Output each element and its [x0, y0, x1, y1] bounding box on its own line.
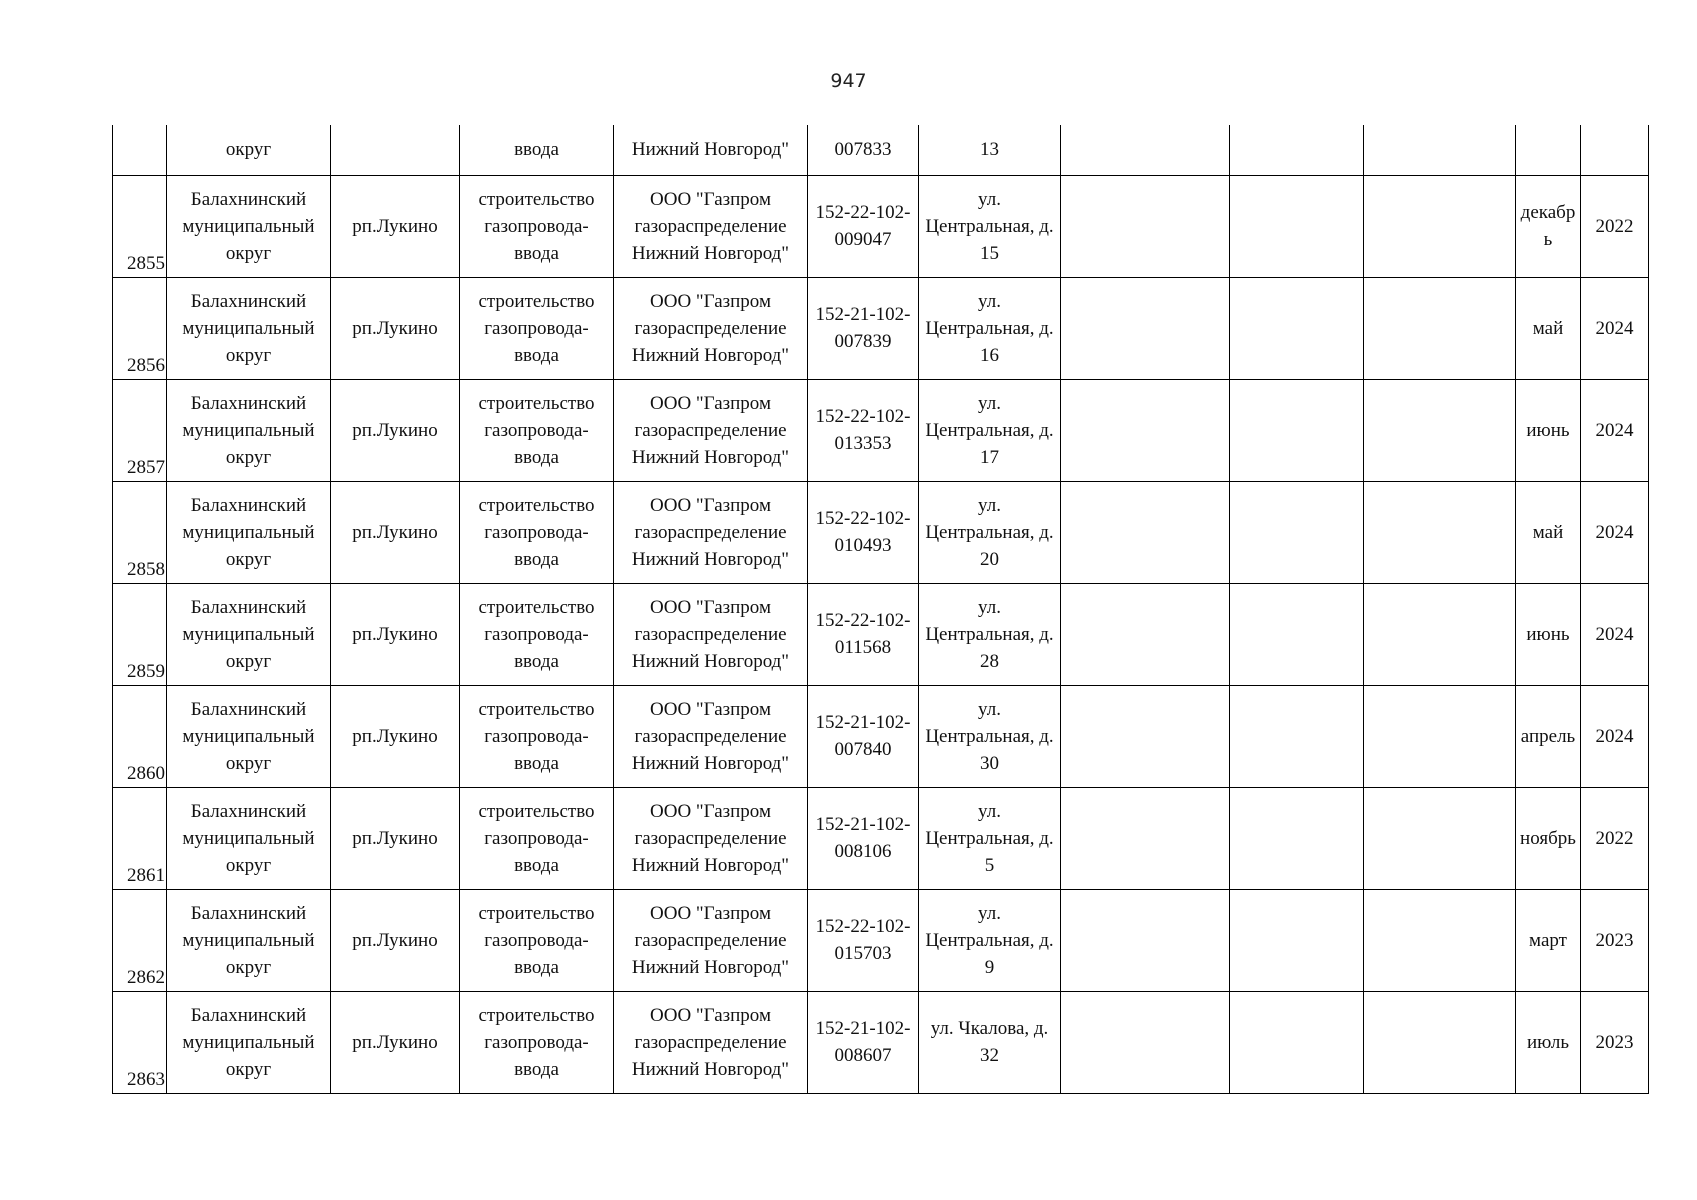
work-cell	[460, 481, 614, 583]
address-line: Центральная, д.	[925, 521, 1054, 543]
month-cell	[1516, 277, 1581, 379]
district-cell	[167, 175, 331, 277]
organization-cell	[614, 379, 808, 481]
district-cell	[167, 685, 331, 787]
locality-cell	[331, 125, 460, 175]
organization-line: ООО "Газпром	[650, 392, 771, 414]
address-line: ул.	[978, 800, 1001, 822]
address-line: ул.	[978, 494, 1001, 516]
work-line: строительство	[478, 800, 595, 822]
locality-cell: рп.Лукино	[331, 379, 460, 481]
table-row	[113, 991, 1649, 1093]
empty-cell	[1230, 787, 1364, 889]
address-line: Центральная, д.	[925, 215, 1054, 237]
organization-line: ООО "Газпром	[650, 596, 771, 618]
row-number-cell: 2855	[113, 175, 167, 277]
month-cell	[1516, 583, 1581, 685]
work-line: газопровода-	[484, 827, 589, 849]
month-cell	[1516, 379, 1581, 481]
month-line: март	[1529, 929, 1567, 951]
month-cell	[1516, 175, 1581, 277]
district-line: округ	[225, 1058, 272, 1080]
locality-cell: рп.Лукино	[331, 991, 460, 1093]
work-line: газопровода-	[484, 419, 589, 441]
address-line: Центральная, д.	[925, 623, 1054, 645]
organization-line: газораспределение	[634, 317, 787, 339]
empty-cell	[1364, 481, 1516, 583]
district-line: муниципальный	[182, 215, 315, 237]
table-row	[113, 787, 1649, 889]
month-line: ь	[1543, 229, 1553, 250]
row-number-cell: 2862	[113, 889, 167, 991]
organization-line: Нижний Новгород"	[631, 854, 790, 876]
work-cell	[460, 379, 614, 481]
organization-line: Нижний Новгород"	[631, 956, 790, 978]
code-line: 152-22-102-	[815, 916, 911, 937]
month-line: июль	[1526, 1031, 1570, 1053]
organization-line: Нижний Новгород"	[631, 650, 790, 672]
code-line: 007840	[834, 739, 892, 760]
address-cell	[919, 685, 1061, 787]
address-line: ул.	[978, 698, 1001, 720]
code-line: 152-21-102-	[815, 712, 911, 733]
work-line: ввода	[514, 344, 559, 366]
address-line: 17	[980, 446, 999, 468]
table-row	[113, 889, 1649, 991]
district-line: муниципальный	[182, 419, 315, 441]
table-row	[113, 481, 1649, 583]
empty-cell	[1061, 277, 1230, 379]
empty-cell	[1230, 175, 1364, 277]
code-line: 009047	[834, 229, 892, 250]
district-line: округ	[225, 242, 272, 264]
work-line: строительство	[478, 290, 595, 312]
code-line: 010493	[834, 535, 892, 556]
organization-line: ООО "Газпром	[650, 1004, 771, 1026]
district-line: Балахнинский	[190, 1004, 307, 1026]
organization-line: газораспределение	[634, 827, 787, 849]
address-line: ул.	[978, 290, 1001, 312]
code-line: 152-21-102-	[815, 1018, 911, 1039]
address-cell	[919, 175, 1061, 277]
address-line: 28	[980, 650, 999, 672]
code-cell	[808, 583, 919, 685]
month-line: апрель	[1520, 725, 1576, 747]
organization-cell	[614, 991, 808, 1093]
work-line: газопровода-	[484, 623, 589, 645]
district-cell	[167, 379, 331, 481]
code-cell	[808, 481, 919, 583]
organization-cell	[614, 481, 808, 583]
address-cell	[919, 481, 1061, 583]
row-number-cell: 2858	[113, 481, 167, 583]
locality-cell: рп.Лукино	[331, 277, 460, 379]
work-line: ввода	[514, 242, 559, 264]
organization-cell	[614, 685, 808, 787]
work-line: газопровода-	[484, 317, 589, 339]
district-cell	[167, 277, 331, 379]
district-cell: округ	[167, 125, 331, 175]
district-line: округ	[225, 548, 272, 570]
empty-cell	[1230, 685, 1364, 787]
empty-cell	[1364, 583, 1516, 685]
work-line: газопровода-	[484, 1031, 589, 1053]
code-line: 152-22-102-	[815, 610, 911, 631]
work-line: строительство	[478, 494, 595, 516]
code-cell: 007833	[808, 125, 919, 175]
organization-line: газораспределение	[634, 929, 787, 951]
code-cell	[808, 889, 919, 991]
address-line: 5	[984, 854, 995, 876]
month-line: июнь	[1526, 623, 1570, 645]
organization-cell: Нижний Новгород"	[614, 125, 808, 175]
code-line: 008106	[834, 841, 892, 862]
row-number-cell	[113, 125, 167, 175]
locality-cell: рп.Лукино	[331, 583, 460, 685]
district-line: округ	[225, 854, 272, 876]
code-line: 008607	[834, 1045, 892, 1066]
empty-cell	[1230, 277, 1364, 379]
address-cell: 13	[919, 125, 1061, 175]
organization-line: Нижний Новгород"	[631, 242, 790, 264]
district-line: округ	[225, 446, 272, 468]
empty-cell	[1364, 125, 1516, 175]
month-cell	[1516, 787, 1581, 889]
empty-cell	[1230, 889, 1364, 991]
address-line: ул.	[978, 392, 1001, 414]
organization-line: ООО "Газпром	[650, 800, 771, 822]
month-cell	[1516, 991, 1581, 1093]
organization-cell	[614, 277, 808, 379]
address-cell	[919, 889, 1061, 991]
month-line: ноябрь	[1520, 827, 1576, 849]
empty-cell	[1364, 685, 1516, 787]
work-line: газопровода-	[484, 929, 589, 951]
organization-line: Нижний Новгород"	[631, 344, 790, 366]
organization-line: ООО "Газпром	[650, 494, 771, 516]
district-line: Балахнинский	[190, 392, 307, 414]
organization-line: Нижний Новгород"	[631, 1058, 790, 1080]
locality-cell: рп.Лукино	[331, 481, 460, 583]
locality-cell: рп.Лукино	[331, 175, 460, 277]
empty-cell	[1061, 685, 1230, 787]
table-row	[113, 379, 1649, 481]
year-cell	[1581, 125, 1649, 175]
district-line: муниципальный	[182, 929, 315, 951]
empty-cell	[1061, 175, 1230, 277]
locality-cell: рп.Лукино	[331, 787, 460, 889]
address-line: Центральная, д.	[925, 419, 1054, 441]
district-cell	[167, 583, 331, 685]
work-line: строительство	[478, 1004, 595, 1026]
code-line: 152-22-102-	[815, 202, 911, 223]
district-line: округ	[225, 344, 272, 366]
work-line: строительство	[478, 902, 595, 924]
organization-line: ООО "Газпром	[650, 902, 771, 924]
district-cell	[167, 889, 331, 991]
work-cell	[460, 583, 614, 685]
address-line: ул.	[978, 188, 1001, 210]
code-cell	[808, 787, 919, 889]
organization-line: газораспределение	[634, 419, 787, 441]
organization-cell	[614, 889, 808, 991]
work-cell	[460, 889, 614, 991]
address-cell	[919, 583, 1061, 685]
month-line: май	[1532, 521, 1564, 543]
work-line: газопровода-	[484, 521, 589, 543]
organization-line: ООО "Газпром	[650, 188, 771, 210]
code-line: 015703	[834, 943, 892, 964]
month-cell	[1516, 481, 1581, 583]
address-line: 30	[980, 752, 999, 774]
address-line: 15	[980, 242, 999, 264]
row-number-cell: 2860	[113, 685, 167, 787]
address-line: 32	[980, 1045, 999, 1066]
address-cell	[919, 787, 1061, 889]
address-line: 16	[980, 344, 999, 366]
empty-cell	[1364, 175, 1516, 277]
month-line: декабр	[1520, 202, 1576, 223]
address-line: 9	[984, 956, 995, 978]
empty-cell	[1230, 583, 1364, 685]
address-line: ул. Чкалова, д.	[930, 1018, 1049, 1039]
table-row	[113, 277, 1649, 379]
registry-table	[112, 125, 1649, 1094]
district-line: муниципальный	[182, 623, 315, 645]
work-line: газопровода-	[484, 215, 589, 237]
district-line: Балахнинский	[190, 902, 307, 924]
work-line: ввода	[514, 1058, 559, 1080]
district-line: Балахнинский	[190, 494, 307, 516]
code-cell	[808, 685, 919, 787]
district-line: муниципальный	[182, 725, 315, 747]
empty-cell	[1061, 787, 1230, 889]
table-row	[113, 175, 1649, 277]
work-line: строительство	[478, 188, 595, 210]
work-cell	[460, 277, 614, 379]
organization-line: Нижний Новгород"	[631, 548, 790, 570]
code-cell	[808, 379, 919, 481]
empty-cell	[1364, 277, 1516, 379]
address-line: 20	[980, 548, 999, 570]
row-number-cell: 2859	[113, 583, 167, 685]
district-line: округ	[225, 752, 272, 774]
month-cell	[1516, 125, 1581, 175]
year-cell: 2024	[1581, 583, 1649, 685]
district-line: Балахнинский	[190, 596, 307, 618]
work-line: ввода	[514, 752, 559, 774]
organization-line: газораспределение	[634, 623, 787, 645]
work-cell	[460, 991, 614, 1093]
year-cell: 2022	[1581, 175, 1649, 277]
row-number-cell: 2856	[113, 277, 167, 379]
address-cell	[919, 991, 1061, 1093]
work-cell: ввода	[460, 125, 614, 175]
code-cell	[808, 991, 919, 1093]
organization-line: Нижний Новгород"	[631, 446, 790, 468]
table-body	[113, 125, 1649, 1093]
organization-line: газораспределение	[634, 521, 787, 543]
organization-line: газораспределение	[634, 1031, 787, 1053]
work-line: строительство	[478, 596, 595, 618]
district-cell	[167, 991, 331, 1093]
code-line: 007839	[834, 331, 892, 352]
empty-cell	[1061, 583, 1230, 685]
empty-cell	[1230, 991, 1364, 1093]
work-line: ввода	[514, 446, 559, 468]
organization-cell	[614, 787, 808, 889]
empty-cell	[1230, 379, 1364, 481]
organization-line: газораспределение	[634, 215, 787, 237]
year-cell: 2024	[1581, 379, 1649, 481]
address-line: Центральная, д.	[925, 827, 1054, 849]
year-cell: 2022	[1581, 787, 1649, 889]
empty-cell	[1061, 889, 1230, 991]
code-line: 152-21-102-	[815, 814, 911, 835]
code-line: 013353	[834, 433, 892, 454]
row-number-cell: 2861	[113, 787, 167, 889]
organization-cell	[614, 175, 808, 277]
month-line: июнь	[1526, 419, 1570, 441]
work-line: ввода	[514, 650, 559, 672]
code-line: 011568	[834, 637, 892, 658]
year-cell: 2024	[1581, 481, 1649, 583]
district-cell	[167, 481, 331, 583]
year-cell: 2023	[1581, 991, 1649, 1093]
district-line: Балахнинский	[190, 698, 307, 720]
code-cell	[808, 277, 919, 379]
work-cell	[460, 685, 614, 787]
district-line: муниципальный	[182, 521, 315, 543]
code-cell	[808, 175, 919, 277]
empty-cell	[1230, 481, 1364, 583]
month-line: май	[1532, 317, 1564, 339]
address-line: Центральная, д.	[925, 317, 1054, 339]
address-line: ул.	[978, 596, 1001, 618]
empty-cell	[1364, 787, 1516, 889]
row-number-cell: 2857	[113, 379, 167, 481]
year-cell: 2024	[1581, 277, 1649, 379]
work-cell	[460, 787, 614, 889]
district-line: муниципальный	[182, 827, 315, 849]
district-line: муниципальный	[182, 317, 315, 339]
row-number-cell: 2863	[113, 991, 167, 1093]
organization-cell	[614, 583, 808, 685]
empty-cell	[1364, 991, 1516, 1093]
table-row	[113, 583, 1649, 685]
locality-cell: рп.Лукино	[331, 889, 460, 991]
address-line: Центральная, д.	[925, 725, 1054, 747]
code-line: 152-21-102-	[815, 304, 911, 325]
district-line: округ	[225, 650, 272, 672]
empty-cell	[1061, 991, 1230, 1093]
continuation-row	[113, 125, 1649, 175]
work-line: газопровода-	[484, 725, 589, 747]
work-cell	[460, 175, 614, 277]
page-number: 947	[830, 70, 867, 92]
empty-cell	[1061, 481, 1230, 583]
district-line: муниципальный	[182, 1031, 315, 1053]
district-line: Балахнинский	[190, 290, 307, 312]
district-line: Балахнинский	[190, 800, 307, 822]
work-line: строительство	[478, 392, 595, 414]
address-line: ул.	[978, 902, 1001, 924]
locality-cell: рп.Лукино	[331, 685, 460, 787]
month-cell	[1516, 685, 1581, 787]
organization-line: газораспределение	[634, 725, 787, 747]
organization-line: ООО "Газпром	[650, 698, 771, 720]
empty-cell	[1364, 379, 1516, 481]
work-line: ввода	[514, 548, 559, 570]
work-line: ввода	[514, 854, 559, 876]
empty-cell	[1364, 889, 1516, 991]
district-line: Балахнинский	[190, 188, 307, 210]
address-cell	[919, 379, 1061, 481]
empty-cell	[1230, 125, 1364, 175]
organization-line: Нижний Новгород"	[631, 752, 790, 774]
district-cell	[167, 787, 331, 889]
code-line: 152-22-102-	[815, 406, 911, 427]
address-line: Центральная, д.	[925, 929, 1054, 951]
address-cell	[919, 277, 1061, 379]
work-line: строительство	[478, 698, 595, 720]
month-cell	[1516, 889, 1581, 991]
table-row	[113, 685, 1649, 787]
work-line: ввода	[514, 956, 559, 978]
code-line: 152-22-102-	[815, 508, 911, 529]
district-line: округ	[225, 956, 272, 978]
empty-cell	[1061, 379, 1230, 481]
empty-cell	[1061, 125, 1230, 175]
organization-line: ООО "Газпром	[650, 290, 771, 312]
year-cell: 2024	[1581, 685, 1649, 787]
year-cell: 2023	[1581, 889, 1649, 991]
